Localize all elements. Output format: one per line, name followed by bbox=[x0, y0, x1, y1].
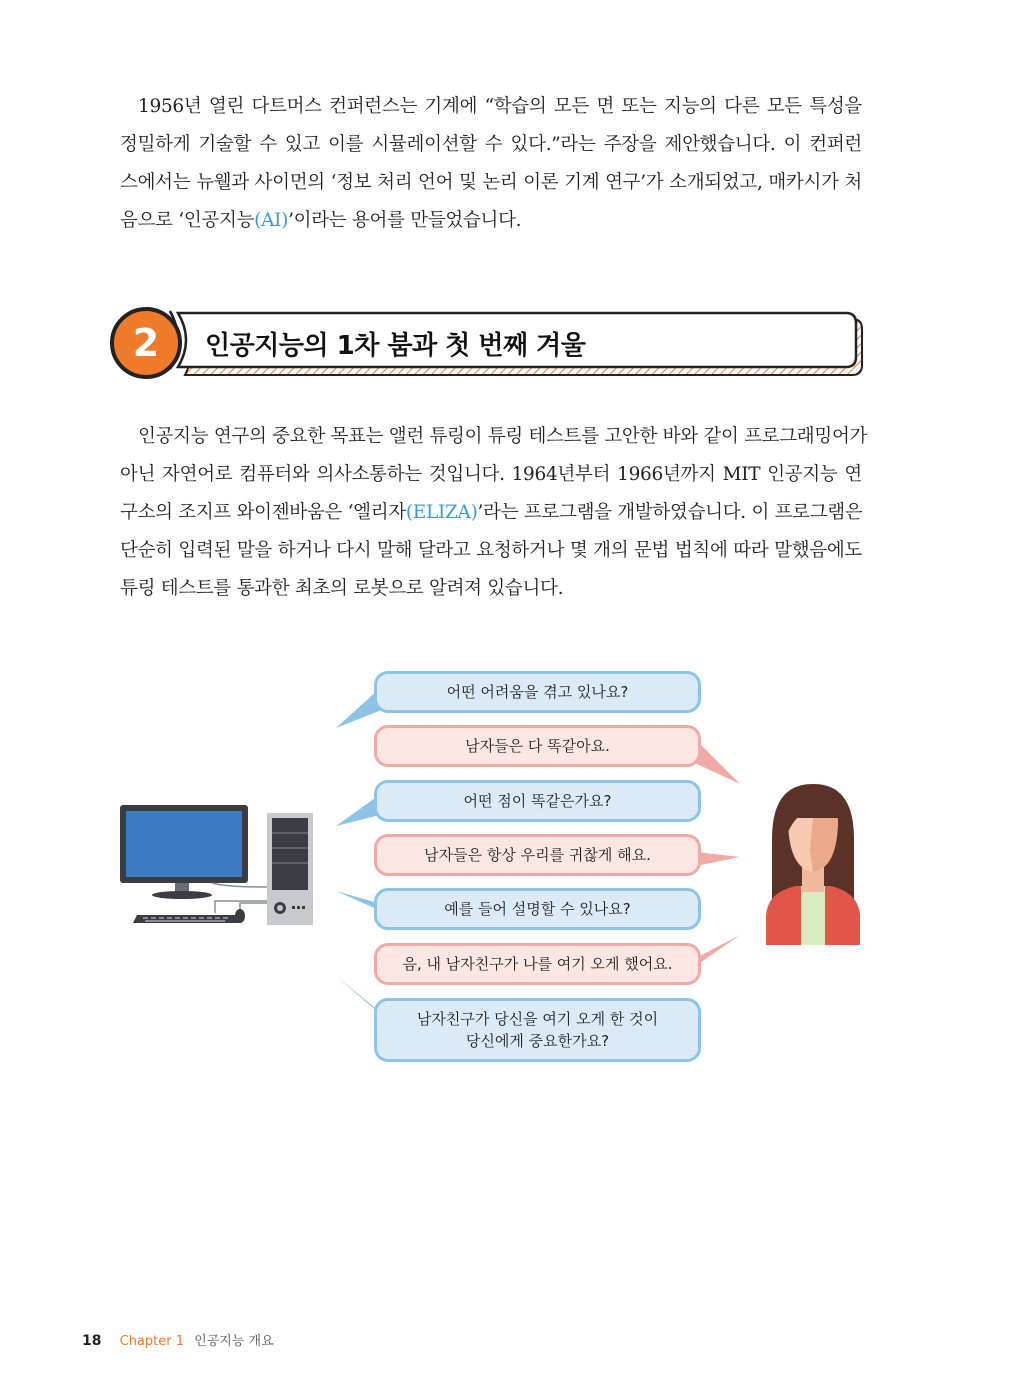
speech-bubble-human: 남자들은 항상 우리를 귀찮게 해요. bbox=[374, 834, 701, 876]
speech-bubble-computer: 예를 들어 설명할 수 있나요? bbox=[374, 888, 701, 930]
page-number: 18 bbox=[82, 1333, 102, 1349]
desktop-computer-icon bbox=[115, 805, 325, 935]
page-footer bbox=[82, 1330, 274, 1349]
paragraph-line: 구소의 조지프 와이젠바움은 ‘엘리자(ELIZA)’라는 프로그램을 개발하였습니다. 이 프로그램은 bbox=[120, 502, 863, 523]
paragraph-line: 단순히 입력된 말을 하거나 다시 말해 달라고 요청하거나 몇 개의 문법 법칙에 따라 말했음에도 bbox=[120, 540, 862, 561]
speech-bubble-computer: 남자친구가 당신을 여기 오게 한 것이 당신에게 중요한가요? bbox=[374, 998, 701, 1062]
paragraph-line: 음으로 ‘인공지능(AI)’이라는 용어를 만들었습니다. bbox=[120, 210, 522, 231]
chapter-label: Chapter 1 bbox=[119, 1334, 185, 1349]
woman-avatar-icon bbox=[758, 780, 868, 945]
section-title: 인공지능의 1차 붐과 첫 번째 겨울 bbox=[205, 331, 586, 361]
eliza-term: (ELIZA) bbox=[405, 502, 478, 523]
speech-bubble-human: 음, 내 남자친구가 나를 여기 오게 했어요. bbox=[374, 943, 701, 985]
paragraph-line: 정밀하게 기술할 수 있고 이를 시뮬레이션할 수 있다.”라는 주장을 제안했습니다. 이 컨퍼런 bbox=[120, 134, 862, 155]
speech-bubble-computer: 어떤 어려움을 겪고 있나요? bbox=[374, 671, 701, 713]
speech-bubble-computer: 어떤 점이 똑같은가요? bbox=[374, 780, 701, 822]
paragraph-line: 1956년 열린 다트머스 컨퍼런스는 기계에 “학습의 모든 면 또는 지능의 다른 모든 특성을 bbox=[138, 96, 862, 117]
section-number-badge: 2 bbox=[110, 307, 182, 379]
ai-term: (AI) bbox=[254, 210, 289, 231]
intro-paragraph bbox=[120, 88, 862, 240]
chapter-title: 인공지능 개요 bbox=[194, 1334, 274, 1349]
paragraph-line: 인공지능 연구의 중요한 목표는 앨런 튜링이 튜링 테스트를 고안한 바와 같이 프로그래밍어가 bbox=[138, 426, 868, 447]
paragraph-line: 아닌 자연어로 컴퓨터와 의사소통하는 것입니다. 1964년부터 1966년까지 MIT 인공지능 연 bbox=[120, 464, 862, 485]
eliza-paragraph bbox=[120, 418, 868, 608]
speech-bubble-human: 남자들은 다 똑같아요. bbox=[374, 725, 701, 767]
paragraph-line: 튜링 테스트를 통과한 최초의 로봇으로 알려져 있습니다. bbox=[120, 578, 564, 599]
section-heading bbox=[110, 305, 865, 385]
paragraph-line: 스에서는 뉴웰과 사이먼의 ‘정보 처리 언어 및 논리 이론 기계 연구’가 소개되었고, 매카시가 처 bbox=[120, 172, 862, 193]
